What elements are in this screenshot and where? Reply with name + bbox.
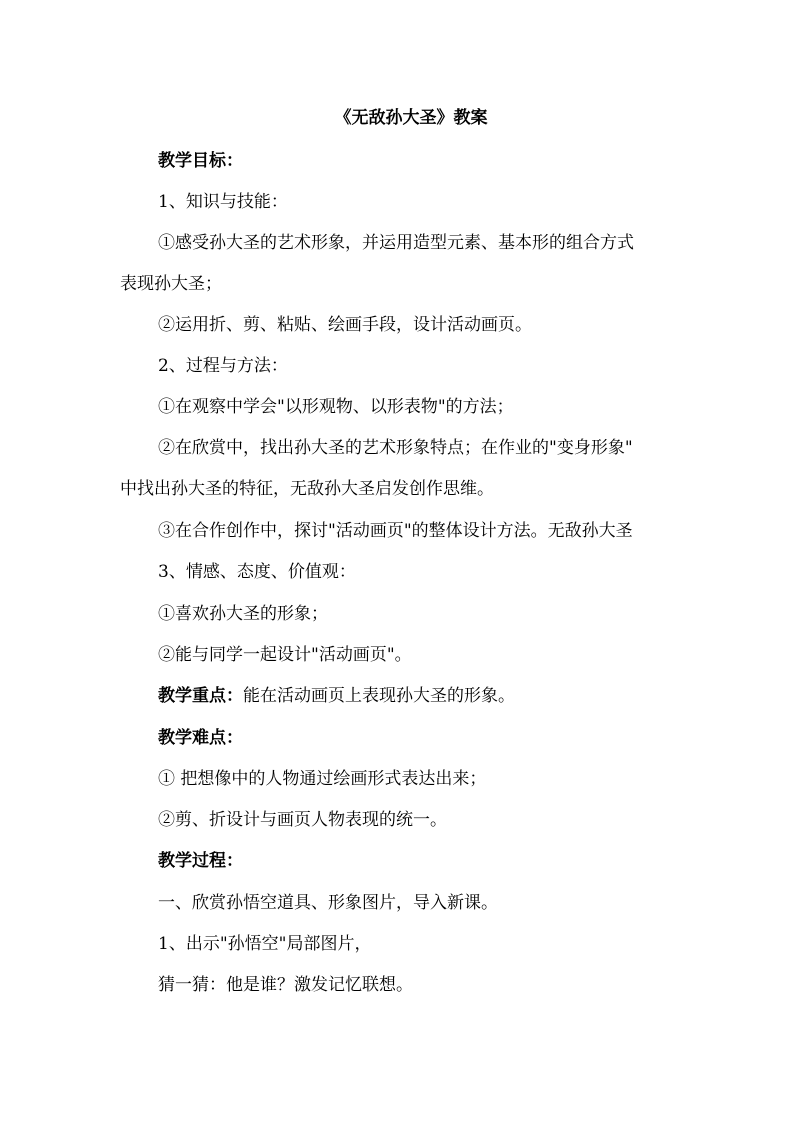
difficulty-heading: 教学难点： — [158, 728, 243, 748]
process-step1-1: 1、出示"孙悟空"局部图片， — [158, 934, 372, 954]
goal1-item1-line1: ①感受孙大圣的艺术形象，并运用造型元素、基本形的组合方式 — [158, 233, 634, 253]
goal3-item2: ②能与同学一起设计"活动画页"。 — [158, 645, 412, 665]
process-step1: 一、欣赏孙悟空道具、形象图片，导入新课。 — [158, 893, 498, 913]
goal1-heading: 1、知识与技能： — [158, 192, 288, 212]
key-point-line — [158, 685, 515, 707]
goal3-heading: 3、情感、态度、价值观： — [158, 562, 356, 582]
goal1-item2: ②运用折、剪、粘贴、绘画手段，设计活动画页。 — [158, 315, 532, 335]
goal2-item2-line2: 中找出孙大圣的特征，无敌孙大圣启发创作思维。 — [120, 479, 494, 499]
difficulty-item2: ②剪、折设计与画页人物表现的统一。 — [158, 810, 447, 830]
key-point-label: 教学重点： — [158, 686, 243, 706]
goal2-item1: ①在观察中学会"以形观物、以形表物"的方法； — [158, 397, 514, 417]
process-heading: 教学过程： — [158, 851, 243, 871]
goal2-item3: ③在合作创作中，探讨"活动画页"的整体设计方法。无敌孙大圣 — [158, 521, 633, 541]
document-title: 《无敌孙大圣》教案 — [334, 108, 488, 128]
goal2-heading: 2、过程与方法： — [158, 356, 288, 376]
key-point-text: 能在活动画页上表现孙大圣的形象。 — [243, 686, 515, 706]
goal3-item1: ①喜欢孙大圣的形象； — [158, 604, 328, 624]
process-step1-2: 猜一猜：他是谁？激发记忆联想。 — [158, 975, 413, 995]
goals-heading: 教学目标： — [158, 151, 243, 171]
goal1-item1-line2: 表现孙大圣； — [120, 274, 222, 294]
difficulty-item1: ① 把想像中的人物通过绘画形式表达出来； — [158, 769, 487, 789]
goal2-item2-line1: ②在欣赏中，找出孙大圣的艺术形象特点；在作业的"变身形象" — [158, 438, 633, 458]
